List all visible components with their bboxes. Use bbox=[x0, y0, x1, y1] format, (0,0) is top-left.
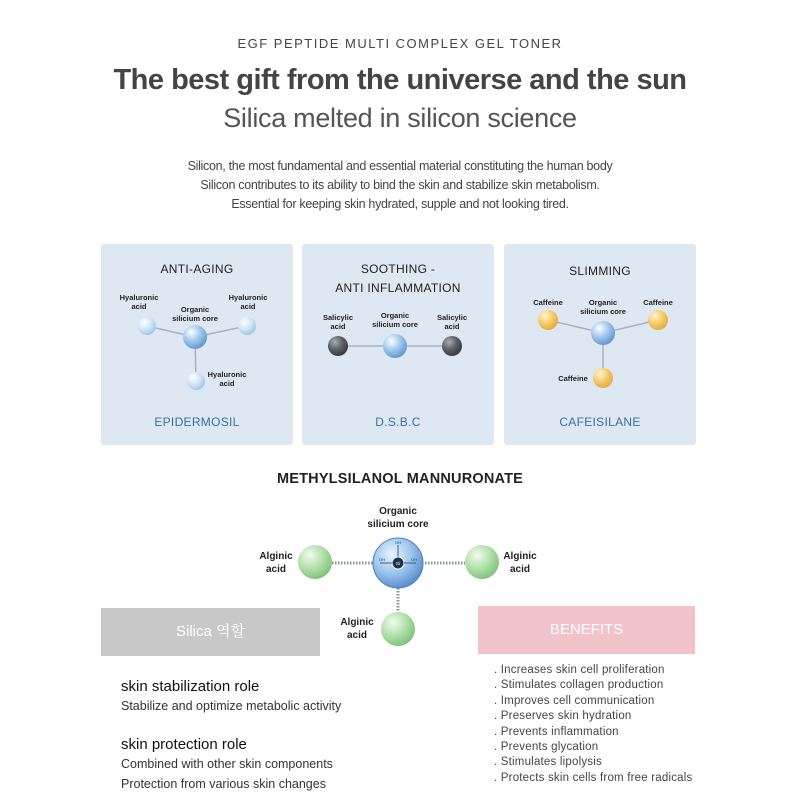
caffeine-atom bbox=[538, 310, 558, 330]
atom-label: acid bbox=[131, 302, 147, 311]
hyaluronic-atom bbox=[187, 372, 205, 390]
alginic-acid-atom bbox=[381, 612, 415, 646]
headline: The best gift from the universe and the sun bbox=[113, 64, 687, 96]
atom-label: Salicylic bbox=[436, 313, 468, 322]
card-title: SOOTHING - bbox=[360, 262, 436, 276]
benefit-item: . Prevents glycation bbox=[494, 741, 599, 754]
benefit-item: . Preserves skin hydration bbox=[494, 710, 632, 723]
core-mark: OH bbox=[411, 557, 417, 562]
core-mark: OH bbox=[395, 540, 401, 545]
benefit-item: . Improves cell communication bbox=[494, 694, 655, 707]
core-mark: Si bbox=[395, 561, 401, 566]
product-eyebrow: EGF PEPTIDE MULTI COMPLEX GEL TONER bbox=[237, 36, 563, 51]
card-ingredient-name: EPIDERMOSIL bbox=[154, 415, 240, 429]
methylsilanol-title: METHYLSILANOL MANNURONATE bbox=[276, 471, 524, 487]
silicium-core-atom bbox=[591, 321, 615, 345]
benefit-item: . Increases skin cell proliferation bbox=[494, 664, 665, 676]
atom-label: Caffeine bbox=[643, 298, 673, 307]
alginic-acid-atom bbox=[465, 545, 499, 579]
atom-label: acid bbox=[509, 564, 531, 575]
atom-label: Hyaluronic bbox=[228, 293, 268, 302]
atom-label: Hyaluronic bbox=[119, 293, 159, 302]
intro-line: Silicon contributes to its ability to bind the skin and stabilize skin metabolism. bbox=[200, 178, 600, 192]
hyaluronic-atom bbox=[138, 317, 156, 335]
atom-label: silicium core bbox=[580, 307, 626, 316]
intro-line: Silicon, the most fundamental and essential material constituting the human body bbox=[187, 159, 613, 173]
atom-label: Organic bbox=[588, 298, 618, 307]
salicylic-atom bbox=[442, 336, 462, 356]
atom-label: Hyaluronic bbox=[207, 370, 247, 379]
card-slimming bbox=[504, 244, 696, 445]
intro-paragraph bbox=[0, 157, 800, 214]
silicium-core-atom bbox=[383, 334, 407, 358]
silicium-core-atom bbox=[183, 325, 207, 349]
atom-label: acid bbox=[444, 322, 460, 331]
role-text: Stabilize and optimize metabolic activity bbox=[121, 699, 342, 713]
atom-label: Caffeine bbox=[533, 298, 563, 307]
atom-label: Organic bbox=[380, 311, 410, 320]
role-text: Combined with other skin components bbox=[121, 757, 333, 771]
intro-line: Essential for keeping skin hydrated, supple and not looking tired. bbox=[231, 197, 569, 211]
role-heading: skin protection role bbox=[121, 736, 247, 753]
atom-label: acid bbox=[346, 630, 368, 641]
card-soothing bbox=[302, 244, 494, 445]
card-ingredient-name: D.S.B.C bbox=[375, 415, 421, 429]
atom-label: Alginic bbox=[340, 617, 374, 628]
benefits-bar: BENEFITS bbox=[478, 606, 695, 654]
core-mark: OH bbox=[379, 557, 385, 562]
atom-label: acid bbox=[219, 379, 235, 388]
caffeine-atom bbox=[648, 310, 668, 330]
atom-label: Organic bbox=[379, 506, 417, 517]
atom-label: Alginic bbox=[259, 551, 293, 562]
atom-label: Alginic bbox=[503, 551, 537, 562]
subheadline: Silica melted in silicon science bbox=[223, 103, 577, 133]
atom-label: Salicylic bbox=[322, 313, 354, 322]
role-text: Protection from various skin changes bbox=[121, 777, 326, 791]
card-title: ANTI-AGING bbox=[160, 262, 234, 276]
atom-label: acid bbox=[265, 564, 287, 575]
atom-label: Caffeine bbox=[558, 374, 588, 383]
atom-label: acid bbox=[330, 322, 346, 331]
card-title: ANTI INFLAMMATION bbox=[335, 281, 461, 295]
salicylic-atom bbox=[328, 336, 348, 356]
benefit-item: . Stimulates lipolysis bbox=[494, 756, 602, 769]
atom-label: acid bbox=[240, 302, 256, 311]
alginic-acid-atom bbox=[298, 545, 332, 579]
silica-role-bar: Silica 역할 bbox=[101, 608, 320, 656]
benefit-item: . Stimulates collagen production bbox=[494, 679, 664, 692]
card-ingredient-name: CAFEISILANE bbox=[559, 415, 641, 429]
atom-label: Organic bbox=[180, 305, 210, 314]
card-title: SLIMMING bbox=[569, 264, 631, 278]
caffeine-atom bbox=[593, 368, 613, 388]
role-heading: skin stabilization role bbox=[121, 678, 260, 695]
benefits-list bbox=[494, 663, 692, 786]
atom-label: silicium core bbox=[172, 314, 218, 323]
card-anti-aging bbox=[101, 244, 293, 445]
benefit-item: . Protects skin cells from free radicals bbox=[494, 771, 693, 784]
atom-label: silicium core bbox=[367, 519, 429, 530]
hyaluronic-atom bbox=[238, 317, 256, 335]
benefit-item: . Prevents inflammation bbox=[494, 725, 619, 738]
atom-label: silicium core bbox=[372, 320, 418, 329]
